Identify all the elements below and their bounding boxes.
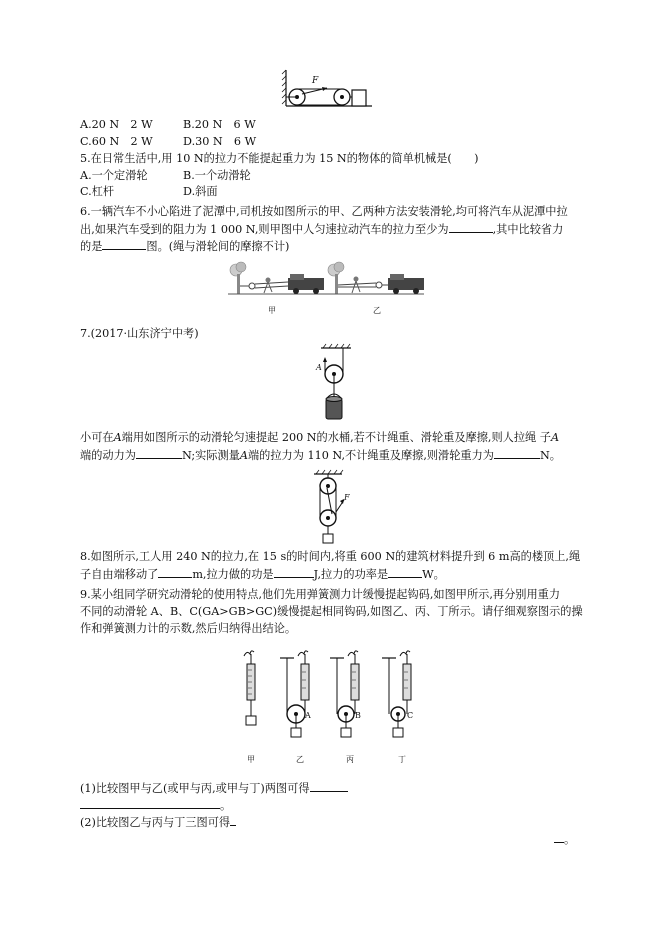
q9-label-ding: 丁 [398, 755, 406, 764]
q9-line1: 9.某小组同学研究动滑轮的使用特点,他们先用弹簧测力计缓慢提起钩码,如图甲所示,再分别用重力 [80, 588, 561, 601]
q9-label-yi: 乙 [296, 755, 304, 764]
q5-option-d: D.斜面 [183, 185, 218, 198]
q9-sub1-cont [80, 797, 231, 814]
q7-line1-var2: A [550, 431, 560, 444]
q4-option-c: C.60 N 2 W [80, 135, 153, 148]
q6-blank-force[interactable] [449, 221, 493, 233]
q7-fig-label-a: A [316, 363, 322, 372]
q5-stem: 5.在日常生活中,用 10 N的拉力不能提起重力为 15 N的物体的简单机械是( ) [80, 152, 479, 165]
q7-line1-mid: 端用如图所示的动滑轮匀速提起 200 N的水桶,若不计绳重、滑轮重及摩擦,则人拉绳 子 [121, 431, 551, 444]
q9-sub1 [80, 780, 348, 797]
q7-blank-force[interactable] [136, 447, 182, 459]
q7-line1-text: 小可在 [80, 431, 114, 444]
q8-blank-work[interactable] [274, 566, 314, 578]
q4-option-a: A.20 N 2 W [80, 118, 153, 131]
q4-option-d: D.30 N 6 W [183, 135, 257, 148]
q6-label-jia: 甲 [268, 306, 276, 315]
q9-sub2 [80, 814, 236, 831]
q8-line2-mid2: J,拉力的功率是 [313, 568, 389, 581]
q9-line2: 不同的动滑轮 A、B、C(GA>GB>GC)缓慢提起相同钩码,如图乙、丙、丁所示。请仔细观察图示的操 [80, 605, 583, 618]
q8-line1: 8.如图所示,工人用 240 N的拉力,在 15 s的时间内,将重 600 N的建筑材料提升到 6 m高的楼顶上,绳 [80, 550, 581, 563]
q9-sub1-text: (1)比较图甲与乙(或甲与丙,或甲与丁)两图可得 [80, 782, 310, 795]
q6-line1: 6.一辆汽车不小心陷进了泥潭中,司机按如图所示的甲、乙两种方法安装滑轮,均可将汽车从泥潭中拉 [80, 205, 568, 218]
q4-force-label: F [312, 76, 319, 86]
q6-line3 [80, 238, 289, 255]
q7-line1 [80, 430, 559, 446]
q9-sub1-end: 。 [220, 799, 232, 812]
q9-sub1-blank-b[interactable] [80, 797, 220, 809]
q6-figure-jia [228, 260, 328, 300]
q7-line1-var: A [113, 431, 122, 444]
q7-header: 7.(2017·山东济宁中考) [80, 327, 199, 340]
q8-line2 [80, 566, 445, 583]
q5-option-a: A.一个定滑轮 [80, 169, 148, 182]
q7-line2-text: 端的动力为 [80, 449, 136, 462]
q8-line2-end: W。 [422, 568, 445, 581]
q7-line2 [80, 447, 561, 464]
q8-line2-text: 子自由端移动了 [80, 568, 159, 581]
q6-line2 [80, 221, 563, 238]
q9-pulley-label-a: A [305, 711, 311, 720]
q7-movable-pulley-figure [313, 346, 353, 426]
q9-sub2-blank-b[interactable] [554, 831, 564, 843]
q8-line2-mid: m,拉力做的功是 [192, 568, 274, 581]
q6-line3-end: 图。(绳与滑轮间的摩擦不计) [146, 240, 290, 253]
q9-line3: 作和弹簧测力计的示数,然后归纳得出结论。 [80, 622, 297, 635]
q7-line2-end: N。 [540, 449, 561, 462]
q8-blank-power[interactable] [388, 566, 422, 578]
q9-sub2-text: (2)比较图乙与丙与丁三图可得 [80, 816, 231, 829]
q6-line2-text: 出,如果汽车受到的阻力为 1 000 N,则甲图中人匀速拉动汽车的拉力至少为 [80, 223, 449, 236]
q7-blank-weight[interactable] [494, 447, 540, 459]
q5-option-b: B.一个动滑轮 [183, 169, 251, 182]
q9-sub2-cont [554, 831, 575, 848]
q6-figure-yi [326, 260, 426, 300]
q9-figure-jia [236, 648, 266, 744]
q8-blank-distance[interactable] [158, 566, 192, 578]
q8-force-label: F [344, 493, 350, 502]
q4-option-b: B.20 N 6 W [183, 118, 256, 131]
q9-pulley-label-c: C [407, 711, 414, 720]
q9-figure-ding [382, 648, 418, 744]
q6-line3-text: 的是 [80, 240, 103, 253]
q9-sub2-blank-a[interactable] [230, 814, 236, 826]
q9-label-bing: 丙 [346, 755, 354, 764]
q9-figure-bing [330, 648, 366, 744]
q9-pulley-label-b: B [355, 711, 361, 720]
q4-pulley-figure [282, 66, 374, 110]
q7-line2-mid2: 端的拉力为 110 N,不计绳重及摩擦,则滑轮重力为 [247, 449, 494, 462]
q5-option-c: C.杠杆 [80, 185, 115, 198]
q9-figure-yi [280, 648, 316, 744]
q9-sub2-end: 。 [564, 833, 576, 846]
q6-blank-figure[interactable] [102, 238, 146, 250]
q9-label-jia: 甲 [247, 755, 255, 764]
q7-line2-var: A [239, 449, 248, 462]
q9-sub1-blank-a[interactable] [310, 780, 348, 792]
q8-pulley-block-figure [310, 472, 354, 552]
q6-line2-end: ,其中比较省力 [492, 223, 564, 236]
q6-label-yi: 乙 [373, 306, 381, 315]
q7-line2-mid: N;实际测量 [181, 449, 240, 462]
